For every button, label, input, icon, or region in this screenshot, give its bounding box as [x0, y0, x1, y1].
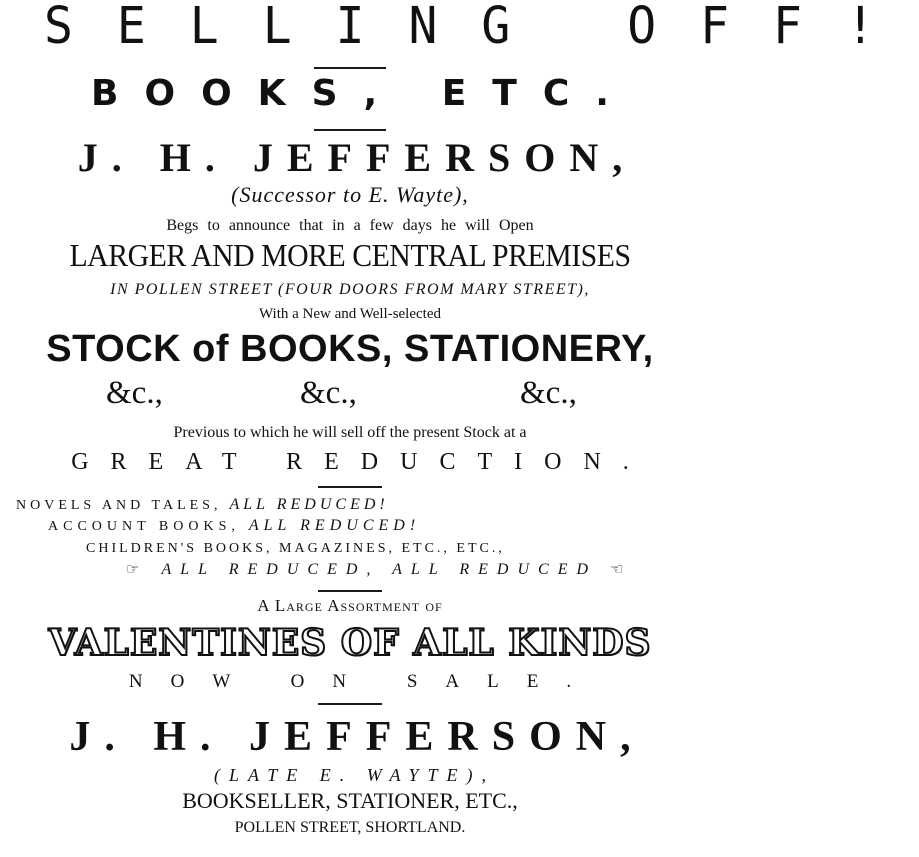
- new-stock-intro: With a New and Well-selected: [258, 306, 441, 322]
- trade-line: BOOKSELLER, STATIONER, ETC.,: [182, 788, 518, 813]
- sale-item-label: CHILDREN'S BOOKS, MAGAZINES, ETC., ETC.,: [86, 541, 505, 556]
- divider-rule: [318, 486, 382, 488]
- divider-rule: [314, 67, 386, 69]
- sale-item-label: NOVELS AND TALES,: [16, 498, 222, 513]
- etc-mark: &c.,: [106, 375, 163, 411]
- sale-item-note: ALL REDUCED, ALL REDUCED: [161, 561, 598, 578]
- address-line: POLLEN STREET, SHORTLAND.: [234, 819, 466, 836]
- headline: SELLING OFF!: [44, 0, 919, 56]
- etc-mark: &c.,: [300, 375, 357, 411]
- sale-item-note: ALL REDUCED!: [229, 496, 389, 513]
- late-note: (LATE E. WAYTE),: [213, 765, 496, 785]
- pointing-hand-left-icon: ☜: [610, 561, 633, 578]
- sale-item-account: [48, 518, 420, 534]
- divider-rule: [318, 590, 382, 592]
- etc-mark: &c.,: [520, 375, 577, 411]
- subhead: BOOKS, ETC.: [91, 73, 635, 114]
- reduction-heading: GREAT REDUCTION.: [71, 449, 651, 475]
- proprietor-name: J. H. JEFFERSON,: [77, 135, 637, 180]
- divider-rule: [318, 703, 382, 705]
- divider-rule: [314, 129, 386, 131]
- footer-proprietor-name: J. H. JEFFERSON,: [69, 714, 645, 760]
- location-text: IN POLLEN STREET (FOUR DOORS FROM MARY STREET),: [110, 281, 590, 298]
- pointing-hand-right-icon: ☞: [126, 561, 149, 578]
- sale-item-novels: [16, 497, 389, 513]
- sale-item-label: ACCOUNT BOOKS,: [48, 519, 240, 534]
- valentines-heading: VALENTINES OF ALL KINDS: [48, 622, 652, 664]
- successor-note: (Successor to E. Wayte),: [231, 182, 469, 207]
- previous-text: Previous to which he will sell off the present Stock at a: [173, 424, 527, 441]
- assortment-text: A Large Assortment of: [257, 596, 443, 615]
- now-on-sale: NOW ON SALE.: [128, 671, 600, 692]
- sale-item-note: ALL REDUCED!: [248, 517, 421, 534]
- announcement-text: Begs to announce that in a few days he will Open: [166, 217, 534, 234]
- sale-item-all-reduced: [126, 562, 633, 578]
- stock-heading: STOCK of BOOKS, STATIONERY,: [46, 328, 654, 370]
- sale-item-children: [86, 540, 505, 556]
- premises-heading: LARGER AND MORE CENTRAL PREMISES: [69, 237, 631, 273]
